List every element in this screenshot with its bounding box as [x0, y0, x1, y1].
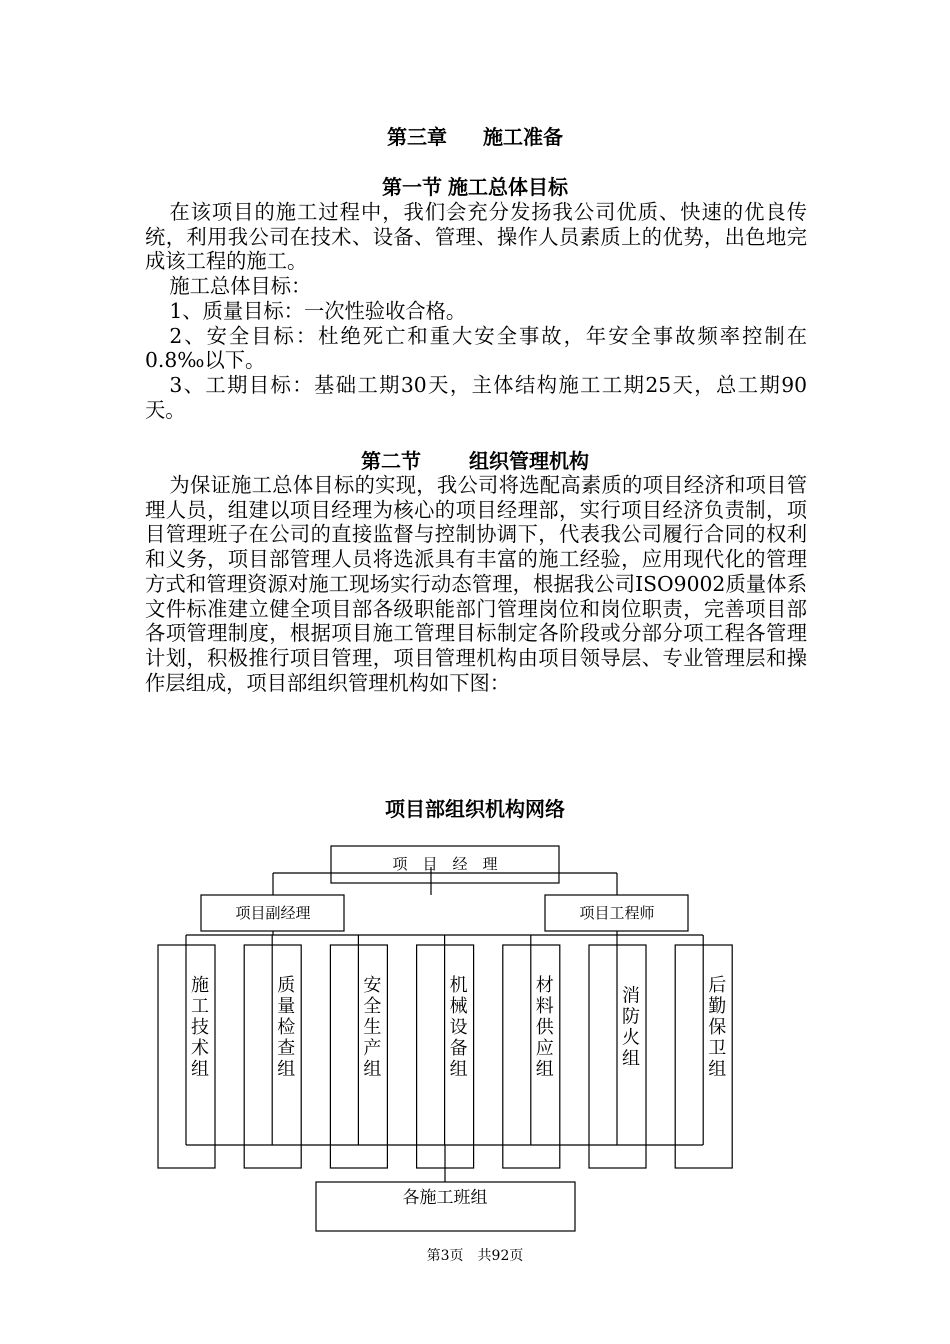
node-project-manager: 项 目 经 理 — [392, 855, 498, 873]
section2-number: 第二节 — [361, 449, 421, 473]
node-engineer: 项目工程师 — [579, 904, 655, 922]
group-label: 后勤保卫组 — [708, 975, 727, 1080]
node-teams: 各施工班组 — [402, 1188, 488, 1208]
section1-title: 施工总体目标 — [448, 175, 568, 199]
section2-title: 组织管理机构 — [469, 449, 589, 473]
group-label: 施工技术组 — [191, 975, 209, 1080]
group-label: 质量检查组 — [277, 975, 296, 1080]
section2-paragraph: 为保证施工总体目标的实现，我公司将选配高素质的项目经济和项目管理人员，组建以项目经理为核心的项目经理部，实行项目经济负责制，项目管理班子在公司的直接监督与控制协调下，代表我公司履行合同的权利和义务，项目部管理人员将选派具有丰富的施工经验，应用现代化的管理方式和管理资源对施工现场实行动态管理，根据我公司ISO9002质量体系文件标准建立健全项目部各级职能部门管理岗位和岗位职责，完善项目部各项管理制度，根据项目施工管理目标制定各阶段或分部分项工程各管理计划，积极推行项目管理，项目管理机构由项目领导层、专业管理层和操作层组成，项目部组织管理机构如下图： — [145, 473, 807, 695]
goal-quality: 1、质量目标：一次性验收合格。 — [169, 298, 467, 323]
org-chart-title: 项目部组织机构网络 — [385, 797, 565, 821]
chapter-number: 第三章 — [387, 125, 447, 149]
goal-schedule: 3、工期目标：基础工期30天，主体结构施工工期25天，总工期90天。 — [145, 372, 807, 422]
section1-number: 第一节 — [382, 175, 442, 199]
group-label: 材料供应组 — [535, 975, 554, 1080]
goals-intro: 施工总体目标： — [169, 274, 312, 299]
group-label: 安全生产组 — [363, 975, 382, 1080]
group-label: 机械设备组 — [449, 975, 468, 1080]
node-deputy: 项目副经理 — [235, 904, 311, 922]
page-footer: 第3页 共92页 — [426, 1248, 524, 1264]
section1-paragraph: 在该项目的施工过程中，我们会充分发扬我公司优质、快速的优良传统，利用我公司在技术、设备、管理、操作人员素质上的优势，出色地完成该工程的施工。 — [145, 200, 807, 274]
chapter-title: 施工准备 — [483, 125, 563, 149]
goal-safety: 2、安全目标：杜绝死亡和重大安全事故，年安全事故频率控制在0.8‰以下。 — [145, 323, 807, 373]
group-label: 消防火组 — [622, 985, 640, 1070]
